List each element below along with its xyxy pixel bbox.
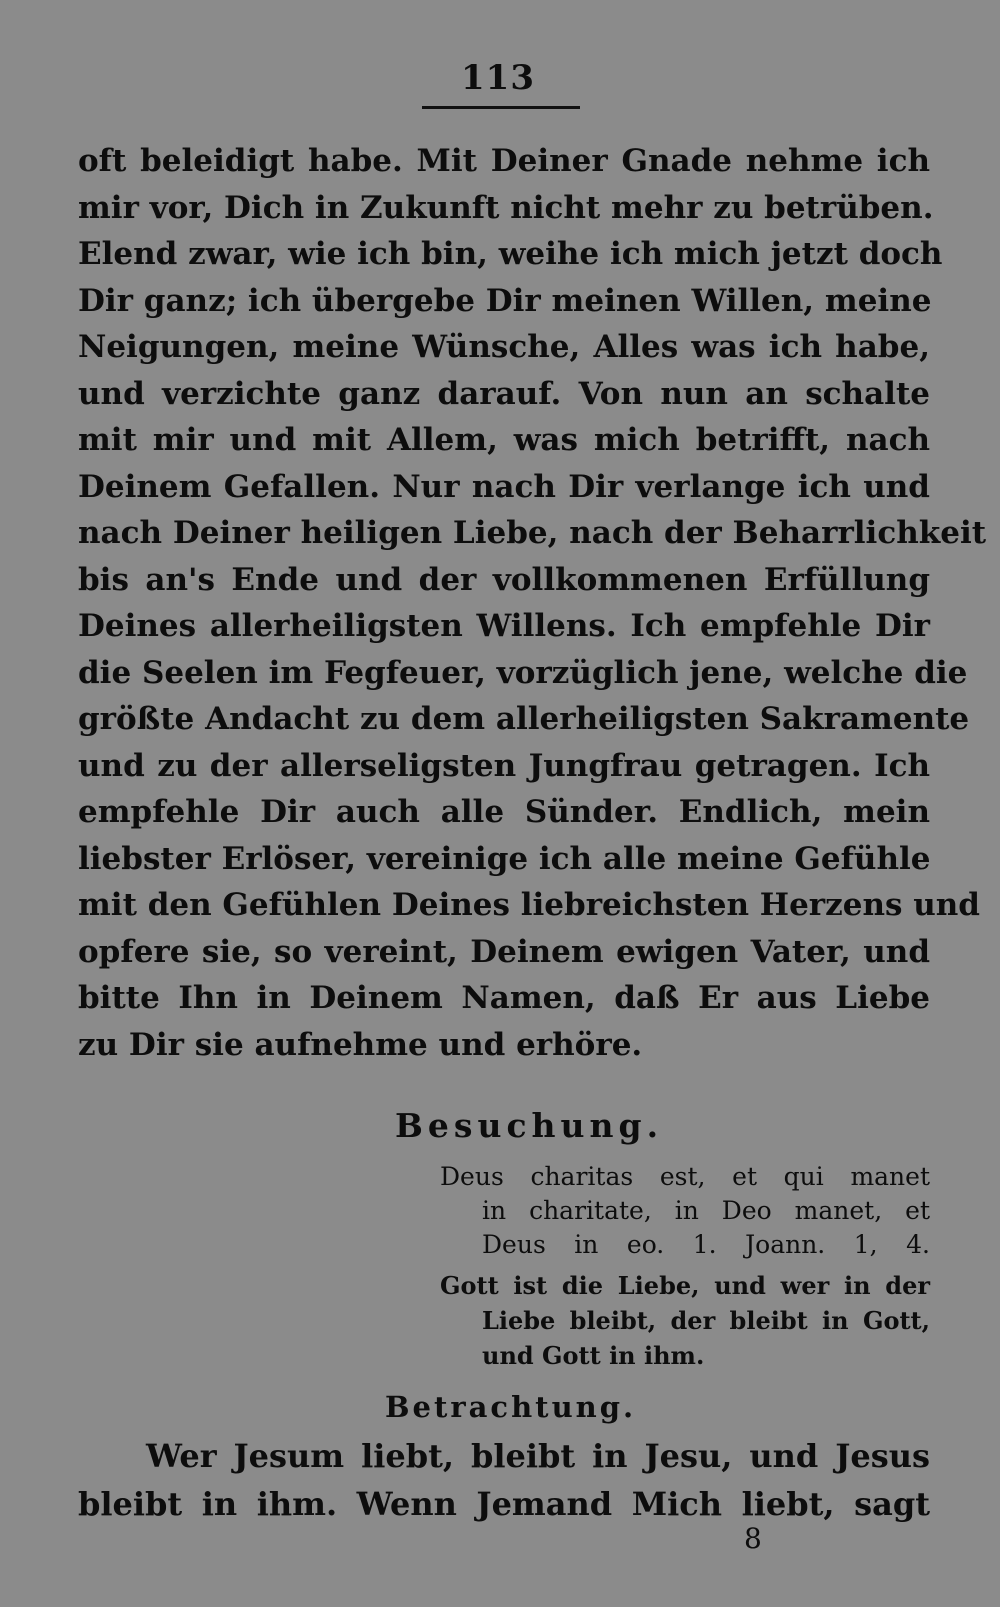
text-line: mit den Gefühlen Deines liebreichsten Herzens und xyxy=(78,887,980,923)
meditation-paragraph xyxy=(78,1432,930,1528)
text-line: Elend zwar, wie ich bin, weihe ich mich jetzt doch xyxy=(78,236,943,272)
german-epigraph xyxy=(440,1268,930,1373)
latin-epigraph xyxy=(440,1160,930,1262)
header-rule xyxy=(422,106,580,109)
text-line: oft beleidigt habe. Mit Deiner Gnade nehme ich xyxy=(78,143,930,179)
text-line: die Seelen im Fegfeuer, vorzüglich jene, welche die xyxy=(78,654,968,691)
epigraph-line: in charitate, in Deo manet, et xyxy=(482,1196,930,1225)
epigraph-line: Gott ist die Liebe, und wer in der xyxy=(440,1271,930,1300)
text-line: Dir ganz; ich übergebe Dir meinen Willen, meine xyxy=(78,282,932,319)
epigraph-line: Deus charitas est, et qui manet xyxy=(440,1162,930,1191)
text-line: liebster Erlöser, vereinige ich alle meine Gefühle xyxy=(78,840,931,877)
text-line: Deines allerheiligsten Willens. Ich empfehle Dir xyxy=(78,608,930,644)
text-line: bis an's Ende und der vollkommenen Erfüllung xyxy=(78,561,930,598)
text-line: Neigungen, meine Wünsche, Alles was ich habe, xyxy=(78,329,930,365)
epigraph-line: und Gott in ihm. xyxy=(482,1341,705,1370)
text-line: und verzichte ganz darauf. Von nun an schalte xyxy=(78,375,930,412)
body-paragraph xyxy=(78,138,987,1068)
text-line: Wer Jesum liebt, bleibt in Jesu, und Jesus xyxy=(146,1437,930,1475)
page-number: 113 xyxy=(461,58,535,98)
text-line: opfere sie, so vereint, Deinem ewigen Vater, und xyxy=(78,933,930,970)
text-line: empfehle Dir auch alle Sünder. Endlich, mein xyxy=(78,794,930,830)
text-line: zu Dir sie aufnehme und erhöre. xyxy=(78,1026,643,1063)
text-line: bitte Ihn in Deinem Namen, daß Er aus Liebe xyxy=(78,980,930,1016)
text-line: und zu der allerseligsten Jungfrau getragen. Ich xyxy=(78,747,930,784)
meditation-heading: Betrachtung. xyxy=(385,1390,637,1424)
text-line: mir vor, Dich in Zukunft nicht mehr zu betrüben. xyxy=(78,189,934,226)
text-line: größte Andacht zu dem allerheiligsten Sakramente xyxy=(78,701,970,737)
text-line: nach Deiner heiligen Liebe, nach der Beharrlichkeit xyxy=(78,515,987,551)
text-line: Deinem Gefallen. Nur nach Dir verlange ich und xyxy=(78,468,930,505)
epigraph-line: Liebe bleibt, der bleibt in Gott, xyxy=(482,1306,930,1335)
section-heading: Besuchung. xyxy=(395,1106,664,1145)
signature-mark: 8 xyxy=(744,1522,762,1555)
text-line: bleibt in ihm. Wenn Jemand Mich liebt, sagt xyxy=(78,1485,930,1523)
text-line: mit mir und mit Allem, was mich betrifft, nach xyxy=(78,422,930,458)
epigraph-line: Deus in eo. 1. Joann. 1, 4. xyxy=(482,1230,930,1259)
